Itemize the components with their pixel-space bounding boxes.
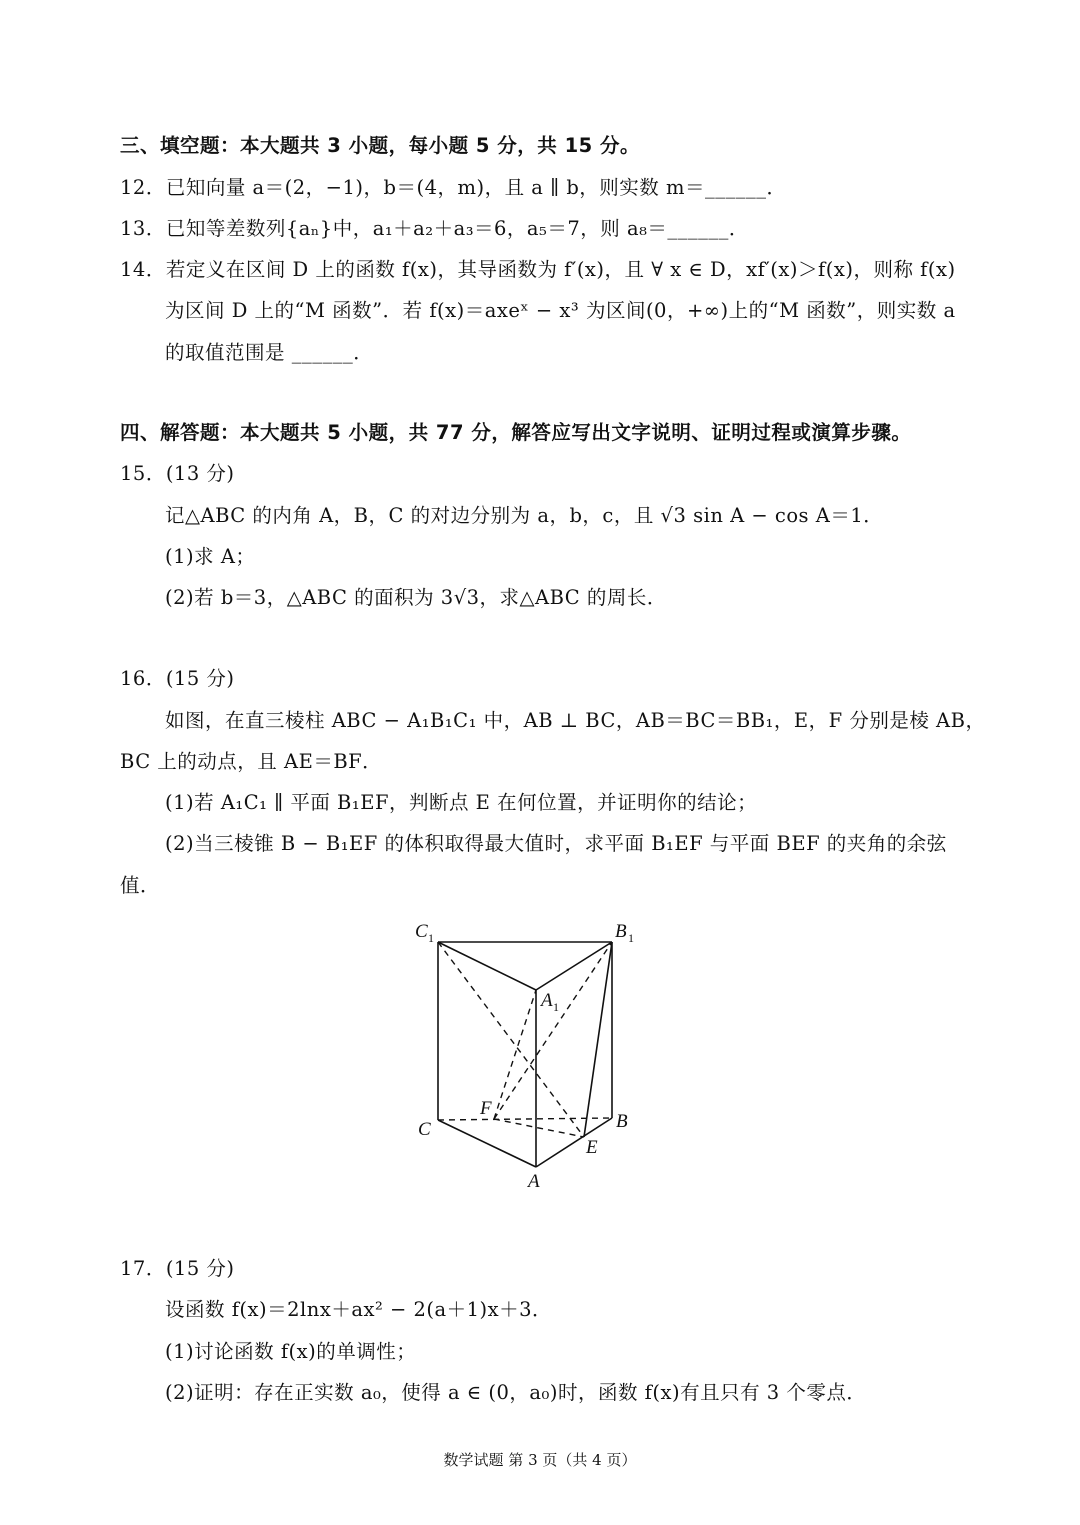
question-14-line-1: 14．若定义在区间 D 上的函数 f(x)，其导函数为 f′(x)，且 ∀ x ∈ D，xf′(x)＞f(x)，则称 f(x) [120,258,956,281]
question-17-part-1: (1)讨论函数 f(x)的单调性； [165,1340,417,1363]
section4-heading: 四、解答题：本大题共 5 小题，共 77 分，解答应写出文字说明、证明过程或演算步骤。 [120,421,912,444]
label-C1: C [415,921,428,942]
prism-figure [405,915,655,1204]
label-E: E [586,1137,598,1158]
label-C: C [418,1119,431,1140]
question-15-stem: 记△ABC 的内角 A，B，C 的对边分别为 a，b，c，且 √3 sin A − cos A＝1． [165,504,884,527]
edge-AB [536,1118,612,1167]
question-16-number: 16．(15 分) [120,667,235,690]
label-B1: B [615,921,627,942]
label-F: F [480,1098,492,1119]
question-14-line-2: 为区间 D 上的“M 函数”．若 f(x)＝axeˣ − x³ 为区间(0，+∞)上的“M 函数”，则实数 a [165,299,956,322]
question-16-stem-line-2: BC 上的动点，且 AE＝BF． [120,750,383,773]
label-C1-subscript: 1 [428,931,434,945]
page-footer: 数学试题 第 3 页（共 4 页） [443,1451,637,1469]
question-17-part-2: (2)证明：存在正实数 a₀，使得 a ∈ (0，a₀)时，函数 f(x)有且只有 3 个零点． [165,1381,867,1404]
question-15-part-1: (1)求 A； [165,545,256,568]
question-16-part-1: (1)若 A₁C₁ ∥ 平面 B₁EF，判断点 E 在何位置，并证明你的结论； [165,791,758,814]
edge-C1A1 [438,942,536,990]
hidden-segment-FB1 [494,942,612,1119]
label-A: A [528,1171,540,1192]
label-B1-subscript: 1 [628,931,634,945]
label-A1: A [541,990,553,1011]
label-A1-subscript: 1 [553,1000,559,1014]
question-15-number: 15．(13 分) [120,462,235,485]
segment-B1E [584,942,612,1137]
prism-diagram [405,915,655,1200]
hidden-segment-FA1 [494,990,536,1119]
question-16-stem-line-1: 如图，在直三棱柱 ABC − A₁B₁C₁ 中，AB ⊥ BC，AB＝BC＝BB₁，E，F 分别是棱 AB， [165,709,986,732]
question-17-stem: 设函数 f(x)＝2lnx＋ax² − 2(a＋1)x＋3． [165,1298,553,1321]
section3-heading: 三、填空题：本大题共 3 小题，每小题 5 分，共 15 分。 [120,134,641,157]
question-16-part-2-line-2: 值． [120,874,161,897]
edge-A1B1 [536,942,612,990]
question-12: 12．已知向量 a＝(2，−1)，b＝(4，m)，且 a ∥ b，则实数 m＝______． [120,176,787,199]
edge-CA [438,1120,536,1167]
hidden-segment-FE [494,1119,584,1137]
hidden-segment-C1E [438,942,584,1137]
question-13: 13．已知等差数列{aₙ}中，a₁＋a₂＋a₃＝6，a₅＝7，则 a₈＝______． [120,217,749,240]
question-14-line-3: 的取值范围是 ______． [165,341,374,364]
question-17-number: 17．(15 分) [120,1257,235,1280]
label-B: B [616,1111,628,1132]
question-16-part-2-line-1: (2)当三棱锥 B − B₁EF 的体积取得最大值时，求平面 B₁EF 与平面 BEF 的夹角的余弦 [165,832,947,855]
question-15-part-2: (2)若 b＝3，△ABC 的面积为 3√3，求△ABC 的周长． [165,586,667,609]
